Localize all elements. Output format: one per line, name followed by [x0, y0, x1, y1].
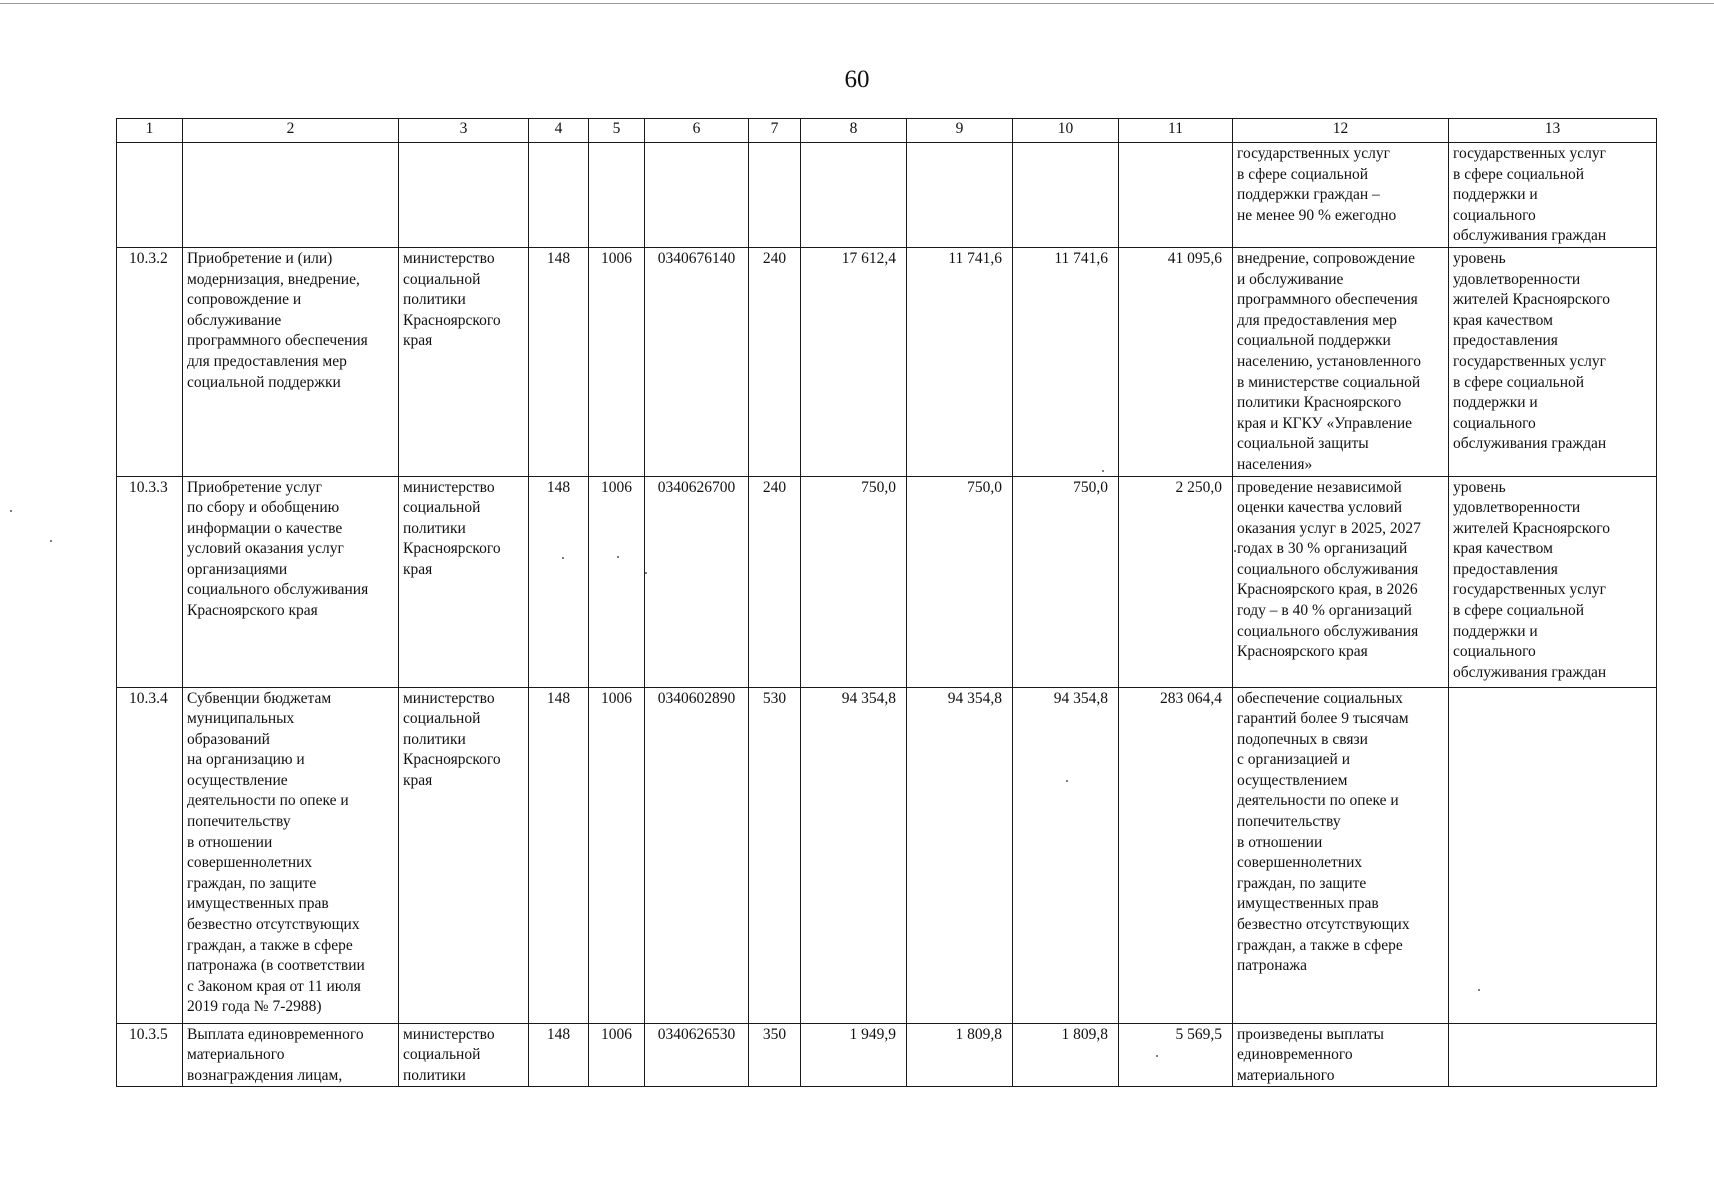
scan-speck	[1102, 470, 1104, 472]
column-number-header: 7	[749, 119, 801, 143]
table-cell: 11 741,6	[1013, 247, 1119, 476]
column-number-header: 10	[1013, 119, 1119, 143]
table-cell: 750,0	[907, 476, 1013, 687]
scan-speck	[1156, 1055, 1158, 1057]
table-cell: 1006	[589, 687, 645, 1023]
table-cell: 17 612,4	[801, 247, 907, 476]
table-cell	[529, 143, 589, 248]
top-scan-rule	[0, 3, 1714, 4]
table-cell: 10.3.2	[117, 247, 183, 476]
table-cell: 240	[749, 247, 801, 476]
table-cell: обеспечение социальных гарантий более 9 тысячам подопечных в связи с организацией и осуществлением деятельности по опеке и попечительству в отношении совершеннолетних граждан, по защите имущественных прав безвестно отсутствующих граждан, а также в сфере патронажа	[1233, 687, 1449, 1023]
table-cell: 148	[529, 247, 589, 476]
table-row	[117, 687, 1657, 1023]
table-cell: государственных услуг в сфере социальной поддержки граждан – не менее 90 % ежегодно	[1233, 143, 1449, 248]
table-cell: Приобретение и (или) модернизация, внедрение, сопровождение и обслуживание программного обеспечения для предоставления мер социальной поддержки	[183, 247, 399, 476]
table-cell: 1006	[589, 247, 645, 476]
table-cell: 1 809,8	[907, 1023, 1013, 1087]
column-number-header: 3	[399, 119, 529, 143]
table-cell: государственных услуг в сфере социальной поддержки и социального обслуживания граждан	[1449, 143, 1657, 248]
table-cell: внедрение, сопровождение и обслуживание программного обеспечения для предоставления мер социальной поддержки населению, установленного в министерстве социальной политики Красноярского края и КГКУ «Управление социальной защиты населения»	[1233, 247, 1449, 476]
column-number-header: 1	[117, 119, 183, 143]
table-row	[117, 143, 1657, 248]
table-cell: 5 569,5	[1119, 1023, 1233, 1087]
table-cell: произведены выплаты единовременного материального	[1233, 1023, 1449, 1087]
table-cell: министерство социальной политики Красноярского края	[399, 247, 529, 476]
column-number-header: 4	[529, 119, 589, 143]
table-cell: 148	[529, 687, 589, 1023]
scan-speck	[1066, 780, 1068, 782]
table-cell	[801, 143, 907, 248]
table-cell: министерство социальной политики Красноярского края	[399, 687, 529, 1023]
table-cell: 0340626530	[645, 1023, 749, 1087]
table-cell	[117, 143, 183, 248]
table-cell	[749, 143, 801, 248]
table-row	[117, 247, 1657, 476]
table-cell: 10.3.4	[117, 687, 183, 1023]
table-cell	[1013, 143, 1119, 248]
column-number-header: 12	[1233, 119, 1449, 143]
table-cell: уровень удовлетворенности жителей Красноярского края качеством предоставления государственных услуг в сфере социальной поддержки и социального обслуживания граждан	[1449, 247, 1657, 476]
table-cell: 94 354,8	[907, 687, 1013, 1023]
scan-speck	[10, 510, 12, 512]
table-cell: 148	[529, 1023, 589, 1087]
column-number-header: 13	[1449, 119, 1657, 143]
table-cell: 1 949,9	[801, 1023, 907, 1087]
table-cell: уровень удовлетворенности жителей Красноярского края качеством предоставления государственных услуг в сфере социальной поддержки и социального обслуживания граждан	[1449, 476, 1657, 687]
table-cell: министерство социальной политики	[399, 1023, 529, 1087]
table-cell	[1119, 143, 1233, 248]
table-cell: 1006	[589, 1023, 645, 1087]
table-cell	[589, 143, 645, 248]
table-cell: 0340676140	[645, 247, 749, 476]
column-number-header: 5	[589, 119, 645, 143]
column-number-header: 2	[183, 119, 399, 143]
table-cell: министерство социальной политики Красноярского края	[399, 476, 529, 687]
table-cell: 10.3.3	[117, 476, 183, 687]
table-cell: 0340602890	[645, 687, 749, 1023]
table-cell: 1 809,8	[1013, 1023, 1119, 1087]
scan-speck	[50, 540, 52, 542]
table-cell: проведение независимой оценки качества условий оказания услуг в 2025, 2027 годах в 30 % организаций социального обслуживания Красноярского края, в 2026 году – в 40 % организаций социального обслуживания Красноярского края	[1233, 476, 1449, 687]
table-cell: 240	[749, 476, 801, 687]
program-measures-table	[116, 118, 1657, 1087]
header-row	[117, 119, 1657, 143]
table-cell: Приобретение услуг по сбору и обобщению информации о качестве условий оказания услуг организациями социального обслуживания Красноярского края	[183, 476, 399, 687]
column-number-header: 9	[907, 119, 1013, 143]
table-cell: Выплата единовременного материального вознаграждения лицам,	[183, 1023, 399, 1087]
table-cell: 148	[529, 476, 589, 687]
column-number-header: 11	[1119, 119, 1233, 143]
table-cell: 530	[749, 687, 801, 1023]
table-cell: 2 250,0	[1119, 476, 1233, 687]
table-cell: 94 354,8	[1013, 687, 1119, 1023]
scan-speck	[1478, 989, 1480, 991]
table-cell: 350	[749, 1023, 801, 1087]
table-cell	[183, 143, 399, 248]
scan-speck	[645, 572, 647, 574]
page-number: 60	[844, 66, 870, 93]
table-cell: 0340626700	[645, 476, 749, 687]
table-cell: 94 354,8	[801, 687, 907, 1023]
scan-speck	[562, 557, 564, 559]
table-cell: 750,0	[1013, 476, 1119, 687]
scan-speck	[1234, 550, 1236, 552]
table-cell: 10.3.5	[117, 1023, 183, 1087]
column-number-header: 6	[645, 119, 749, 143]
table-cell: 11 741,6	[907, 247, 1013, 476]
table-cell: 283 064,4	[1119, 687, 1233, 1023]
table-cell	[1449, 687, 1657, 1023]
table-cell: 1006	[589, 476, 645, 687]
table-cell: 750,0	[801, 476, 907, 687]
table-cell	[645, 143, 749, 248]
table-cell: 41 095,6	[1119, 247, 1233, 476]
table-row	[117, 476, 1657, 687]
table-cell	[399, 143, 529, 248]
table-cell	[907, 143, 1013, 248]
column-number-header: 8	[801, 119, 907, 143]
table-cell: Субвенции бюджетам муниципальных образований на организацию и осуществление деятельности по опеке и попечительству в отношении совершеннолетних граждан, по защите имущественных прав безвестно отсутствующих граждан, а также в сфере патронажа (в соответствии с Законом края от 11 июля 2019 года № 7-2988)	[183, 687, 399, 1023]
table-row	[117, 1023, 1657, 1087]
scan-speck	[617, 556, 619, 558]
table-cell	[1449, 1023, 1657, 1087]
